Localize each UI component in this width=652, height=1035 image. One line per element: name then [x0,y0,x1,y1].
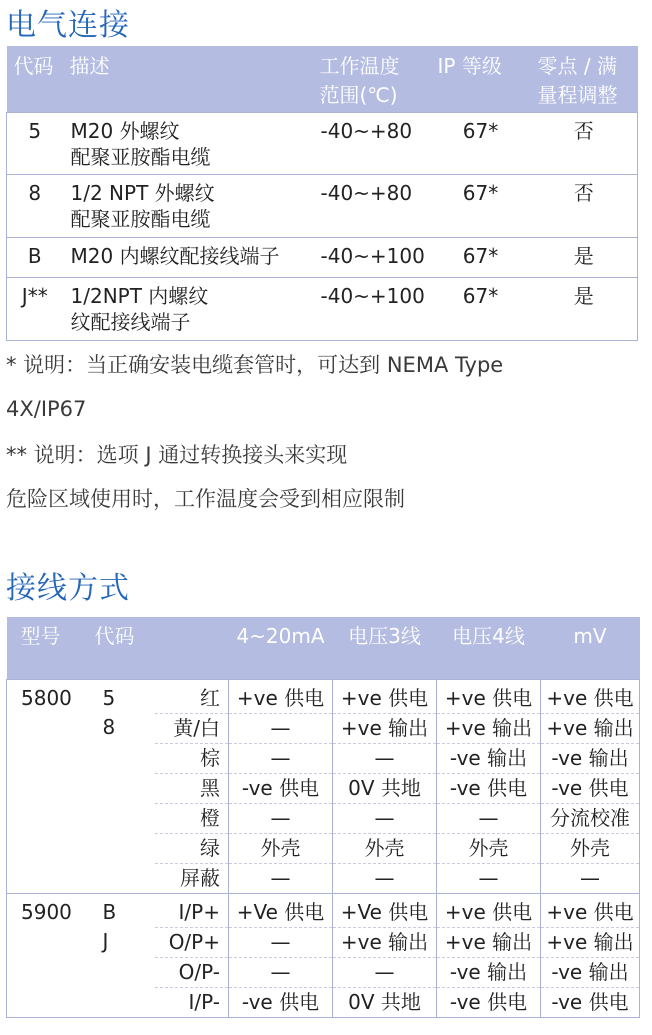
cell-4-20ma: +ve 供电 [229,679,333,713]
note-ip67: 4X/IP67 [6,397,87,421]
header-code: 代码 [94,624,135,648]
cell-voltage-4wire: -ve 输出 [437,743,541,773]
cell-voltage-4wire: — [437,803,541,833]
header-temperature: 工作温度 范围(℃) [319,54,400,107]
cell-4-20ma: — [229,863,333,893]
wire-label: I/P+ [155,893,229,927]
table-row [7,927,640,957]
table-row [7,803,640,833]
header-wire [155,617,229,679]
table-row [7,174,638,237]
row-description: M20 外螺纹 配聚亚胺酯电缆 [63,112,313,174]
header-zero-span: 零点 / 满 量程调整 [537,54,618,107]
wire-label: 红 [155,679,229,713]
note-option-j: ** 说明：选项 J 通过转换接头来实现 [6,443,348,467]
row-code: J** [7,277,63,340]
code-b: B [95,893,155,927]
cell-4-20ma: -ve 供电 [229,773,333,803]
code-empty [95,833,155,863]
table-row [7,833,640,863]
table-header-row [7,617,640,679]
code-empty [95,773,155,803]
cell-4-20ma: +Ve 供电 [229,893,333,927]
cell-voltage-3wire: +Ve 供电 [333,893,437,927]
header-mv: mV [573,624,607,648]
cell-voltage-3wire: — [333,957,437,987]
wire-label: O/P+ [155,927,229,957]
cell-mv: +ve 输出 [541,927,640,957]
row-description: 1/2 NPT 外螺纹 配聚亚胺酯电缆 [63,174,313,237]
model-5900: 5900 [7,893,95,1017]
code-empty [95,743,155,773]
note-hazardous-area: 危险区域使用时，工作温度会受到相应限制 [6,487,405,511]
header-voltage-3wire: 电压3线 [348,624,421,648]
cell-voltage-3wire: 0V 共地 [333,987,437,1017]
wire-label: 橙 [155,803,229,833]
cell-voltage-3wire: 0V 共地 [333,773,437,803]
cell-voltage-4wire: +ve 输出 [437,713,541,743]
row-ip-rating: 67* [431,277,531,340]
table-row [7,237,638,277]
header-voltage-4wire: 电压4线 [452,624,525,648]
cell-mv: — [541,863,640,893]
row-zero-span: 是 [531,277,638,340]
cell-voltage-4wire: -ve 供电 [437,987,541,1017]
table-row [7,277,638,340]
note-cable-gland: * 说明：当正确安装电缆套管时，可达到 NEMA Type [6,353,504,377]
cell-mv: 外壳 [541,833,640,863]
cell-mv: -ve 输出 [541,957,640,987]
row-ip-rating: 67* [431,237,531,277]
row-code: 5 [7,112,63,174]
cell-voltage-4wire: +ve 供电 [437,893,541,927]
row-zero-span: 是 [531,237,638,277]
wire-label: 屏蔽 [155,863,229,893]
row-code: 8 [7,174,63,237]
row-temperature: -40~+80 [313,112,431,174]
cell-voltage-4wire: +ve 输出 [437,927,541,957]
cell-4-20ma: — [229,803,333,833]
cell-mv: +ve 供电 [541,893,640,927]
table-row [7,957,640,987]
wire-label: 棕 [155,743,229,773]
cell-voltage-4wire: -ve 输出 [437,957,541,987]
row-ip-rating: 67* [431,174,531,237]
table-row [7,863,640,893]
cell-mv: +ve 输出 [541,713,640,743]
table-row [7,987,640,1017]
cell-4-20ma: — [229,927,333,957]
cell-voltage-4wire: 外壳 [437,833,541,863]
table-row [7,893,640,927]
row-zero-span: 否 [531,112,638,174]
code-empty [95,863,155,893]
row-temperature: -40~+100 [313,277,431,340]
code-j: J [102,929,109,953]
table-row [7,773,640,803]
cell-voltage-3wire: — [333,863,437,893]
code-5: 5 [95,679,155,713]
header-4-20ma: 4~20mA [236,624,325,648]
electrical-connection-table [6,46,638,341]
cell-mv: -ve 供电 [541,773,640,803]
table-header-row [7,46,638,112]
code-empty [95,803,155,833]
cell-voltage-3wire: — [333,743,437,773]
section-title-electrical: 电气连接 [6,8,130,43]
table-row [7,743,640,773]
row-temperature: -40~+100 [313,237,431,277]
header-ip-rating: IP 等级 [437,54,502,78]
table-row [7,679,640,713]
row-code: B [7,237,63,277]
wire-label: O/P- [155,957,229,987]
cell-voltage-4wire: +ve 供电 [437,679,541,713]
cell-4-20ma: -ve 供电 [229,987,333,1017]
cell-voltage-3wire: 外壳 [333,833,437,863]
wire-label: 黑 [155,773,229,803]
code-8: 8 [102,715,116,739]
cell-4-20ma: 外壳 [229,833,333,863]
cell-4-20ma: — [229,743,333,773]
header-model: 型号 [20,624,61,648]
model-5800: 5800 [7,679,95,893]
row-description: 1/2NPT 内螺纹 纹配接线端子 [63,277,313,340]
cell-mv: +ve 供电 [541,679,640,713]
row-zero-span: 否 [531,174,638,237]
cell-voltage-4wire: — [437,863,541,893]
cell-mv: -ve 供电 [541,987,640,1017]
section-title-wiring: 接线方式 [6,571,130,606]
cell-voltage-3wire: +ve 供电 [333,679,437,713]
cell-mv: 分流校准 [541,803,640,833]
code-empty [95,957,155,987]
wiring-table [6,617,640,1018]
cell-voltage-3wire: +ve 输出 [333,713,437,743]
cell-4-20ma: — [229,957,333,987]
cell-voltage-3wire: — [333,803,437,833]
cell-voltage-3wire: +ve 输出 [333,927,437,957]
table-row [7,112,638,174]
row-temperature: -40~+80 [313,174,431,237]
code-empty [95,987,155,1017]
wire-label: 黄/白 [155,713,229,743]
cell-voltage-4wire: -ve 供电 [437,773,541,803]
header-description: 描述 [69,54,110,78]
cell-4-20ma: — [229,713,333,743]
header-code: 代码 [13,54,54,78]
cell-mv: -ve 输出 [541,743,640,773]
table-row [7,713,640,743]
row-ip-rating: 67* [431,112,531,174]
wire-label: 绿 [155,833,229,863]
wire-label: I/P- [155,987,229,1017]
row-description: M20 内螺纹配接线端子 [63,237,313,277]
